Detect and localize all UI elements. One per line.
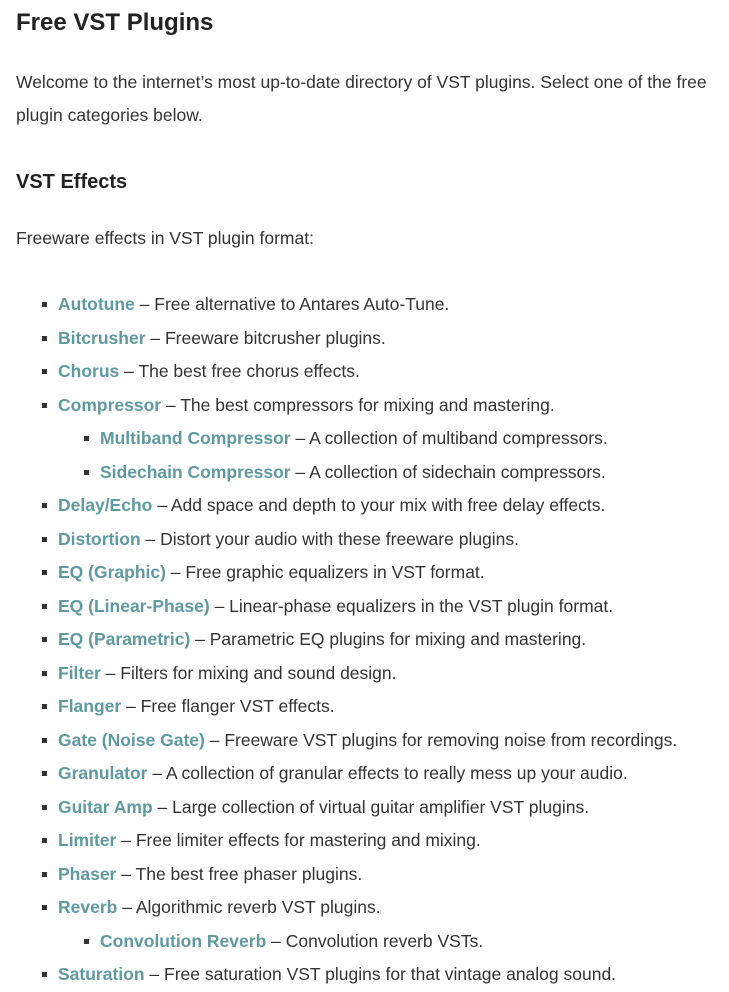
list-item-eq-linear-phase [0,590,729,624]
link-gate[interactable]: Gate (Noise Gate) [58,729,205,750]
bullet-icon [84,939,89,944]
bullet-icon [42,872,47,877]
link-multiband-compressor[interactable]: Multiband Compressor [100,428,291,448]
list-item-saturation [0,958,729,992]
item-description: – Parametric EQ plugins for mixing and mastering. [190,629,587,649]
link-distortion[interactable]: Distortion [58,528,141,549]
link-bitcrusher[interactable]: Bitcrusher [58,327,146,348]
link-guitar-amp[interactable]: Guitar Amp [58,796,153,817]
bullet-icon [42,503,47,508]
list-item-filter [0,657,729,691]
item-description: – Algorithmic reverb VST plugins. [117,897,381,917]
link-filter[interactable]: Filter [58,662,101,683]
link-eq-linear-phase[interactable]: EQ (Linear-Phase) [58,595,210,616]
list-item-eq-parametric [0,623,729,657]
item-description: – The best compressors for mixing and mastering. [161,394,555,415]
list-item-compressor [0,389,729,423]
list-item-delay-echo [0,489,729,523]
list-item-gate [0,724,729,758]
list-item-autotune [0,288,729,322]
link-saturation[interactable]: Saturation [58,964,145,984]
page-title: Free VST Plugins [16,9,214,36]
bullet-icon [42,805,47,810]
link-sidechain-compressor[interactable]: Sidechain Compressor [100,461,291,482]
list-item-chorus [0,355,729,389]
item-description: – The best free phaser plugins. [116,863,363,884]
item-description: – Filters for mixing and sound design. [100,662,397,683]
item-description: – Free saturation VST plugins for that vintage analog sound. [144,964,617,984]
bullet-icon [42,403,47,408]
list-item-bitcrusher [0,322,729,356]
link-reverb[interactable]: Reverb [58,897,118,917]
bullet-icon [42,738,47,743]
bullet-icon [42,838,47,843]
list-item-sidechain-compressor [0,456,729,490]
list-item-distortion [0,523,729,557]
bullet-icon [84,436,89,441]
bullet-icon [42,704,47,709]
item-description: – A collection of granular effects to really mess up your audio. [147,763,628,783]
link-chorus[interactable]: Chorus [58,361,120,381]
item-description: – Linear-phase equalizers in the VST plugin format. [209,595,614,616]
link-granulator[interactable]: Granulator [58,763,148,783]
list-item-convolution-reverb [0,925,729,959]
link-flanger[interactable]: Flanger [58,696,122,716]
link-delay-echo[interactable]: Delay/Echo [58,495,153,515]
item-description: – A collection of sidechain compressors. [290,461,606,482]
item-description: – Free flanger VST effects. [121,696,335,716]
list-item-guitar-amp [0,791,729,825]
link-eq-parametric[interactable]: EQ (Parametric) [58,629,191,649]
bullet-icon [84,470,89,475]
item-description: – A collection of multiband compressors. [290,428,608,448]
list-item-limiter [0,824,729,858]
item-description: – Freeware VST plugins for removing noise from recordings. [204,729,678,750]
link-eq-graphic[interactable]: EQ (Graphic) [58,562,166,582]
item-description: – Add space and depth to your mix with free delay effects. [152,495,606,515]
bullet-icon [42,537,47,542]
item-description: – Large collection of virtual guitar amplifier VST plugins. [152,796,590,817]
bullet-icon [42,302,47,307]
item-description: – Convolution reverb VSTs. [266,930,484,951]
bullet-icon [42,905,47,910]
plugin-category-list [0,288,729,992]
list-item-multiband-compressor [0,422,729,456]
intro-paragraph: Welcome to the internet’s most up-to-date directory of VST plugins. Select one of the free plugin categories below. [16,72,707,125]
section-title: VST Effects [16,171,128,193]
list-item-phaser [0,858,729,892]
bullet-icon [42,637,47,642]
list-item-eq-graphic [0,556,729,590]
link-convolution-reverb[interactable]: Convolution Reverb [100,930,267,951]
item-description: – Freeware bitcrusher plugins. [145,327,386,348]
item-description: – The best free chorus effects. [119,361,360,381]
list-item-reverb [0,891,729,925]
section-intro: Freeware effects in VST plugin format: [16,228,314,248]
item-description: – Free alternative to Antares Auto-Tune. [134,294,450,314]
bullet-icon [42,972,47,977]
link-phaser[interactable]: Phaser [58,863,117,884]
item-description: – Distort your audio with these freeware plugins. [140,528,520,549]
bullet-icon [42,671,47,676]
bullet-icon [42,771,47,776]
bullet-icon [42,336,47,341]
list-item-flanger [0,690,729,724]
bullet-icon [42,604,47,609]
list-item-granulator [0,757,729,791]
link-compressor[interactable]: Compressor [58,394,162,415]
item-description: – Free graphic equalizers in VST format. [165,562,485,582]
link-autotune[interactable]: Autotune [58,294,135,314]
link-limiter[interactable]: Limiter [58,830,117,850]
bullet-icon [42,369,47,374]
item-description: – Free limiter effects for mastering and mixing. [116,830,481,850]
bullet-icon [42,570,47,575]
